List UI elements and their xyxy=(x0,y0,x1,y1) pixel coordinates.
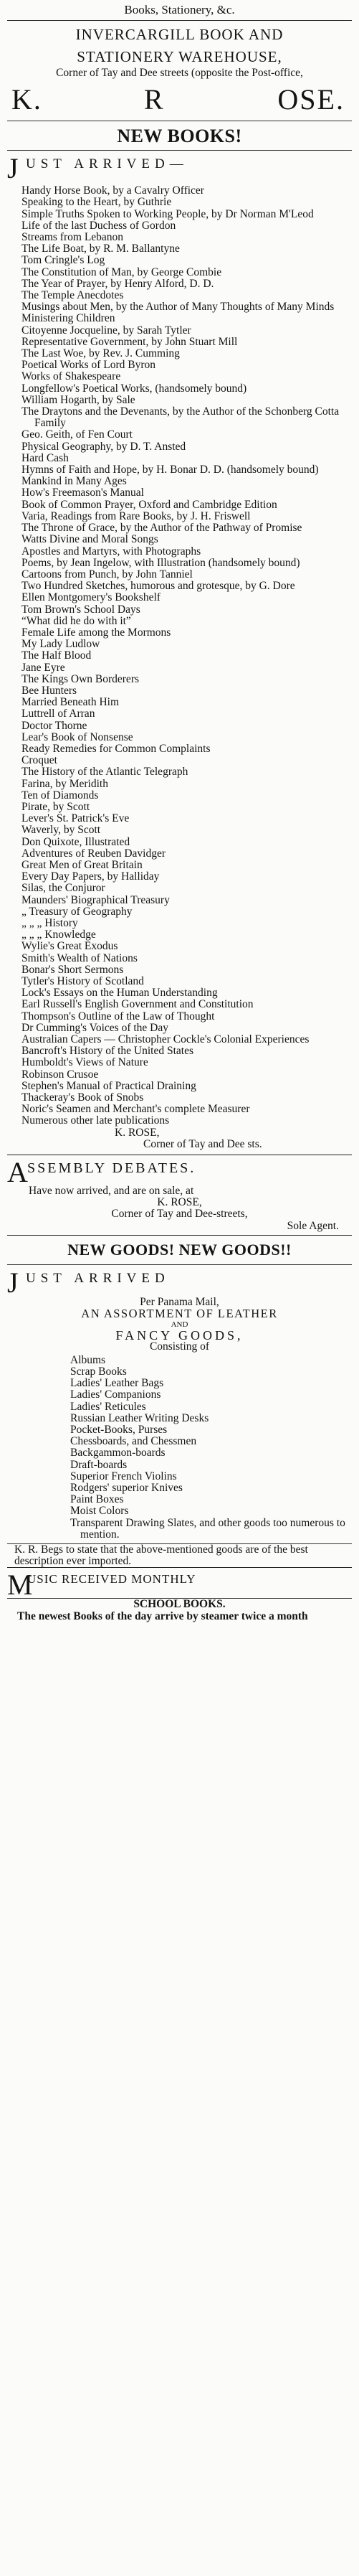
assembly-name: K. ROSE, xyxy=(157,1196,202,1209)
goods-list xyxy=(7,1355,352,1541)
goods-assortment: AN ASSORTMENT OF LEATHER xyxy=(81,1307,278,1321)
drop-cap: J xyxy=(7,1266,19,1299)
proprietor-initial: K. xyxy=(11,83,42,116)
book-list-item: Great Men of Great Britain xyxy=(21,858,143,871)
book-list-item: Adventures of Reuben Davidger xyxy=(21,847,166,860)
book-list-item: Australian Capers — Christopher Cockle's Colonial Experiences xyxy=(21,1033,310,1046)
book-list-item: Bee Hunters xyxy=(21,684,77,697)
book-list-item: Lock's Essays on the Human Understanding xyxy=(21,987,218,1000)
assembly-agent: Sole Agent. xyxy=(287,1219,339,1232)
book-list-item: William Hogarth, by Sale xyxy=(21,393,135,406)
goods-list-item: Ladies' Companions xyxy=(70,1388,161,1401)
assembly-address: Corner of Tay and Dee-streets, xyxy=(111,1208,248,1221)
book-list-item: Lear's Book of Nonsense xyxy=(21,730,133,743)
newest-books: The newest Books of the day arrive by steamer twice a month xyxy=(17,1609,308,1622)
warehouse-title-line1: INVERCARGILL BOOK AND xyxy=(75,26,284,44)
goods-closing: K. R. Begs to state that the above-mentioned goods are of the best description ever imported. xyxy=(14,1543,308,1568)
book-list-item: Maunders' Biographical Treasury xyxy=(21,893,170,906)
book-list-item: Two Hundred Sketches, humorous and grotesque, by G. Dore xyxy=(21,580,295,593)
goods-via: Per Panama Mail, xyxy=(140,1295,219,1308)
book-list-item: Hymns of Faith and Hope, by H. Bonar D. D. (handsomely bound) xyxy=(21,464,319,476)
drop-cap: A xyxy=(7,1156,30,1189)
book-list-item: Humboldt's Views of Nature xyxy=(21,1056,148,1069)
goods-list-item: Moist Colors xyxy=(70,1505,129,1518)
assembly-debates-title: SSEMBLY DEBATES. xyxy=(27,1160,196,1177)
book-list-item: The Constitution of Man, by George Combie xyxy=(21,265,222,278)
book-list-item: Streams from Lebanon xyxy=(21,231,124,244)
book-list-item: Bonar's Short Sermons xyxy=(21,963,124,976)
just-arrived-text: UST ARRIVED— xyxy=(26,156,188,172)
book-list-item: Pirate, by Scott xyxy=(21,800,90,813)
book-list-item: How's Freemason's Manual xyxy=(21,486,144,499)
divider xyxy=(7,150,352,151)
book-list-item: The Temple Anecdotes xyxy=(21,289,124,302)
book-list-item: Geo. Geith, of Fen Court xyxy=(21,428,133,441)
book-list-item: „ „ „ History xyxy=(21,917,78,929)
book-list-item: The Half Blood xyxy=(21,649,92,662)
book-list-item: The Last Woe, by Rev. J. Cumming xyxy=(21,347,180,360)
book-list-item: „ „ „ Knowledge xyxy=(21,929,96,941)
goods-list-item: Scrap Books xyxy=(70,1365,127,1378)
book-list-item: Ready Remedies for Common Complaints xyxy=(21,742,211,755)
book-list-item: The Draytons and the Devenants, by the Author of the Schonberg Cotta Family xyxy=(21,405,340,430)
book-list-item: The Throne of Grace, by the Author of the Pathway of Promise xyxy=(21,522,302,535)
book-list-item: Thompson's Outline of the Law of Thought xyxy=(21,1010,215,1023)
goods-just-arrived-heading xyxy=(7,1266,352,1299)
goods-list-item: Pocket-Books, Purses xyxy=(70,1423,168,1436)
book-list-item: Dr Cumming's Voices of the Day xyxy=(21,1021,168,1034)
drop-cap: M xyxy=(7,1569,34,1602)
book-list-item: Ten of Diamonds xyxy=(21,789,99,802)
music-title: USIC RECEIVED MONTHLY xyxy=(27,1572,196,1587)
book-list-item: Apostles and Martyrs, with Photographs xyxy=(21,545,201,558)
goods-consisting: Consisting of xyxy=(149,1340,210,1353)
book-list-item: Citoyenne Jocqueline, by Sarah Tytler xyxy=(21,324,191,337)
book-list-item: Tom Cringle's Log xyxy=(21,254,105,267)
book-list-item: Poems, by Jean Ingelow, with Illustration (handsomely bound) xyxy=(21,556,300,569)
school-books: SCHOOL BOOKS. xyxy=(133,1598,226,1611)
book-list-item: Tom Brown's School Days xyxy=(21,603,140,616)
book-list-item: Poetical Works of Lord Byron xyxy=(21,359,156,372)
book-list-item: Longfellow's Poetical Works, (handsomely bound) xyxy=(21,382,247,395)
signature-name: K. ROSE, xyxy=(115,1126,160,1139)
assembly-debates-heading xyxy=(7,1156,352,1189)
book-list-item: My Lady Ludlow xyxy=(21,638,100,651)
goods-list-item: Chessboards, and Chessmen xyxy=(70,1435,197,1448)
book-list-item: Life of the last Duchess of Gordon xyxy=(21,219,176,232)
book-list-item: Smith's Wealth of Nations xyxy=(21,951,138,964)
book-list-item: Ellen Montgomery's Bookshelf xyxy=(21,591,161,604)
book-list-item: Varia, Readings from Rare Books, by J. H. Friswell xyxy=(21,509,251,522)
book-list-item: The Year of Prayer, by Henry Alford, D. D. xyxy=(21,277,214,290)
book-list-item: Every Day Papers, by Halliday xyxy=(21,870,160,883)
book-list-item: Robinson Crusoe xyxy=(21,1068,99,1081)
book-list-item: Married Beneath Him xyxy=(21,696,120,709)
book-list-item: Works of Shakespeare xyxy=(21,370,121,383)
book-list-item: Musings about Men, by the Author of Many Thoughts of Many Minds xyxy=(21,301,335,314)
signature-address: Corner of Tay and Dee sts. xyxy=(143,1137,262,1150)
book-list-item: Ministering Children xyxy=(21,312,115,325)
goods-list-item: Russian Leather Writing Desks xyxy=(70,1411,209,1424)
book-list-item: Silas, the Conjuror xyxy=(21,882,105,895)
music-heading xyxy=(7,1569,352,1602)
proprietor-surname-rest: OSE. xyxy=(277,83,345,116)
book-list-item: Mankind in Many Ages xyxy=(21,475,127,488)
goods-list-item: Draft-boards xyxy=(70,1458,128,1471)
book-list-item: Doctor Thorne xyxy=(21,719,87,732)
book-list-item: Jane Eyre xyxy=(21,661,65,674)
assembly-body: Have now arrived, and are on sale, at xyxy=(29,1185,194,1198)
book-list xyxy=(7,185,352,1127)
book-list-item: Female Life among the Mormons xyxy=(21,626,171,639)
book-list-item: Hard Cash xyxy=(21,451,69,464)
book-list-item: Physical Geography, by D. T. Ansted xyxy=(21,440,186,453)
book-list-item: The Kings Own Borderers xyxy=(21,672,140,685)
book-list-item: “What did he do with it” xyxy=(21,614,131,627)
divider xyxy=(7,1567,352,1568)
book-list-item: The History of the Atlantic Telegraph xyxy=(21,766,188,779)
goods-fancy: FANCY GOODS, xyxy=(115,1328,244,1343)
just-arrived-heading xyxy=(7,152,352,185)
goods-list-item: Transparent Drawing Slates, and other goods too numerous to mention. xyxy=(70,1516,345,1541)
warehouse-address: Corner of Tay and Dee streets (opposite the Post-office, xyxy=(56,67,303,80)
goods-and: AND xyxy=(171,1320,188,1330)
proprietor-surname-initial: R xyxy=(143,83,176,116)
divider xyxy=(7,1235,352,1236)
goods-list-item: Backgammon-boards xyxy=(70,1447,166,1459)
new-goods-heading: NEW GOODS! NEW GOODS!! xyxy=(67,1240,292,1259)
book-list-item: Cartoons from Punch, by John Tanniel xyxy=(21,568,193,580)
goods-just-arrived-text: UST ARRIVED xyxy=(26,1270,170,1286)
book-list-item: Farina, by Meridith xyxy=(21,777,108,790)
book-list-item: Numerous other late publications xyxy=(21,1114,170,1127)
masthead: Books, Stationery, &c. xyxy=(124,3,235,17)
goods-list-item: Albums xyxy=(70,1353,106,1366)
book-list-item: Waverly, by Scott xyxy=(21,824,101,837)
book-list-item: Book of Common Prayer, Oxford and Cambridge Edition xyxy=(21,498,277,511)
divider xyxy=(7,20,352,21)
book-list-item: Speaking to the Heart, by Guthrie xyxy=(21,196,172,209)
book-list-item: Wylie's Great Exodus xyxy=(21,940,118,953)
book-list-item: Noric's Seamen and Merchant's complete Measurer xyxy=(21,1103,250,1116)
book-list-item: Croquet xyxy=(21,754,57,767)
book-list-item: Handy Horse Book, by a Cavalry Officer xyxy=(21,184,204,197)
goods-list-item: Paint Boxes xyxy=(70,1493,124,1506)
book-list-item: „ Treasury of Geography xyxy=(21,905,133,918)
goods-list-item: Superior French Violins xyxy=(70,1470,177,1482)
book-list-item: Watts Divine and Moral Songs xyxy=(21,533,158,546)
drop-cap: J xyxy=(7,152,19,185)
book-list-item: Representative Government, by John Stuart Mill xyxy=(21,335,238,348)
book-list-item: Luttrell of Arran xyxy=(21,708,95,720)
book-list-item: The Life Boat, by R. M. Ballantyne xyxy=(21,243,180,255)
book-list-item: Tytler's History of Scotland xyxy=(21,975,144,988)
proprietor-name xyxy=(11,83,345,116)
goods-list-item: Ladies' Reticules xyxy=(70,1400,146,1413)
divider xyxy=(7,1264,352,1265)
book-list-item: Bancroft's History of the United States xyxy=(21,1045,193,1058)
book-list-item: Lever's St. Patrick's Eve xyxy=(21,812,130,825)
book-list-item: Thackeray's Book of Snobs xyxy=(21,1091,144,1104)
book-list-item: Stephen's Manual of Practical Draining xyxy=(21,1079,196,1092)
warehouse-title-line2: STATIONERY WAREHOUSE, xyxy=(77,48,282,66)
book-list-item: Earl Russell's English Government and Constitution xyxy=(21,998,254,1011)
new-books-heading: NEW BOOKS! xyxy=(117,126,242,147)
goods-list-item: Rodgers' superior Knives xyxy=(70,1481,183,1494)
goods-list-item: Ladies' Leather Bags xyxy=(70,1377,164,1390)
book-list-item: Simple Truths Spoken to Working People, by Dr Norman M'Leod xyxy=(21,207,314,220)
book-list-item: Don Quixote, Illustrated xyxy=(21,835,130,848)
